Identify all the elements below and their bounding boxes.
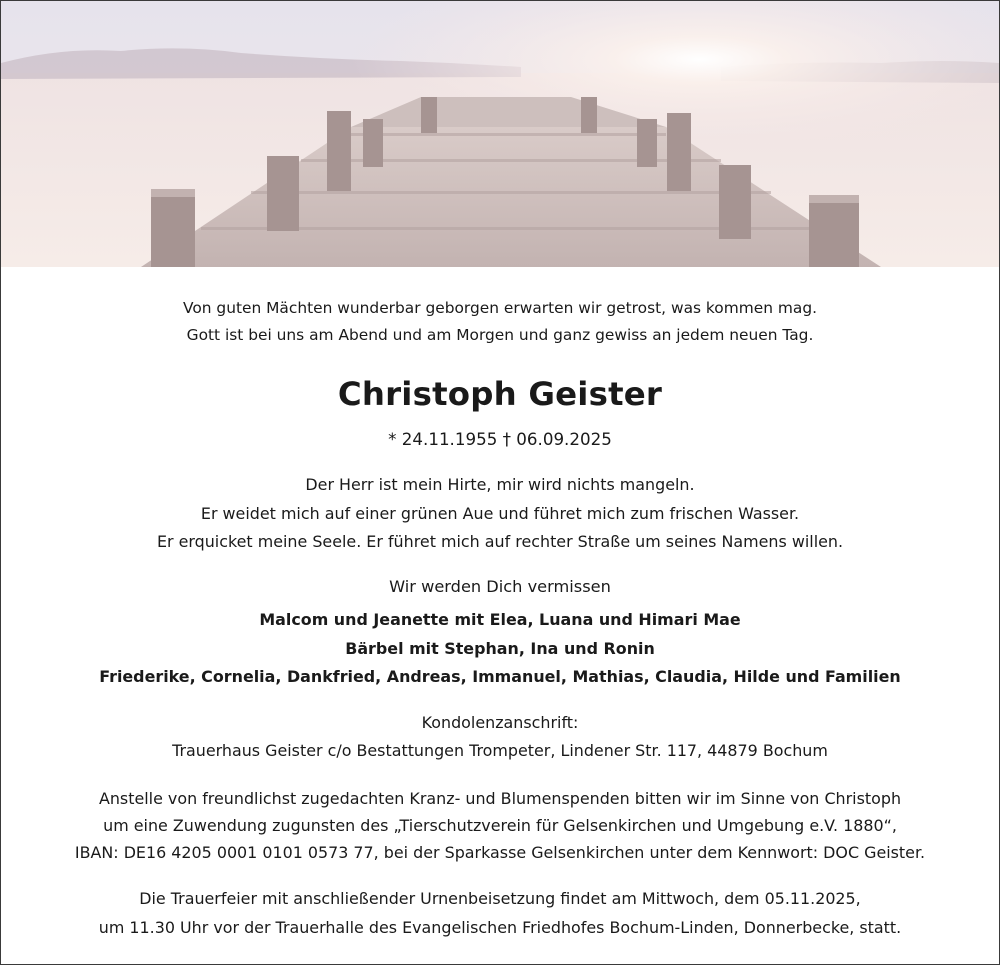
mourner-family-3: Friederike, Cornelia, Dankfried, Andreas, Immanuel, Mathias, Claudia, Hilde und Familien bbox=[99, 667, 901, 686]
pier-sunset-photo bbox=[1, 1, 999, 267]
mourner-family-1: Malcom und Jeanette mit Elea, Luana und Himari Mae bbox=[259, 610, 741, 629]
ceremony-line-2: um 11.30 Uhr vor der Trauerhalle des Evangelischen Friedhofes Bochum-Linden, Donnerbecke, statt. bbox=[98, 918, 902, 937]
verse-line-2: Gott ist bei uns am Abend und am Morgen und ganz gewiss an jedem neuen Tag. bbox=[186, 325, 814, 344]
opening-verse bbox=[1, 295, 999, 348]
donation-request bbox=[1, 785, 999, 866]
condolence-label: Kondolenzanschrift: bbox=[421, 713, 579, 732]
donation-line-2: um eine Zuwendung zugunsten des „Tierschutzverein für Gelsenkirchen und Umgebung e.V. 1880“, bbox=[103, 816, 897, 835]
mourners-intro: Wir werden Dich vermissen bbox=[389, 577, 611, 596]
ceremony-line-1: Die Trauerfeier mit anschließender Urnenbeisetzung findet am Mittwoch, dem 05.11.2025, bbox=[139, 889, 861, 908]
funeral-ceremony-info bbox=[1, 884, 999, 942]
condolence-address bbox=[1, 709, 999, 765]
deceased-name: Christoph Geister bbox=[337, 375, 663, 413]
verse-line-1: Von guten Mächten wunderbar geborgen erwarten wir getrost, was kommen mag. bbox=[182, 299, 818, 317]
donation-line-3: IBAN: DE16 4205 0001 0101 0573 77, bei der Sparkasse Gelsenkirchen unter dem Kennwort: DOC Geister. bbox=[74, 843, 926, 862]
condolence-address-line: Trauerhaus Geister c/o Bestattungen Trompeter, Lindener Str. 117, 44879 Bochum bbox=[172, 741, 828, 760]
psalm-line-1: Der Herr ist mein Hirte, mir wird nichts mangeln. bbox=[305, 475, 695, 494]
psalm-line-2: Er weidet mich auf einer grünen Aue und führet mich zum frischen Wasser. bbox=[200, 503, 800, 523]
mourners-list bbox=[1, 606, 999, 692]
psalm-line-3: Er erquicket meine Seele. Er führet mich auf rechter Straße um seines Namens willen. bbox=[156, 532, 844, 551]
psalm-quote bbox=[1, 471, 999, 557]
donation-line-1: Anstelle von freundlichst zugedachten Kranz- und Blumenspenden bitten wir im Sinne von Christoph bbox=[98, 789, 902, 808]
mourner-family-2: Bärbel mit Stephan, Ina und Ronin bbox=[345, 638, 655, 658]
life-dates: * 24.11.1955 † 06.09.2025 bbox=[388, 430, 612, 449]
